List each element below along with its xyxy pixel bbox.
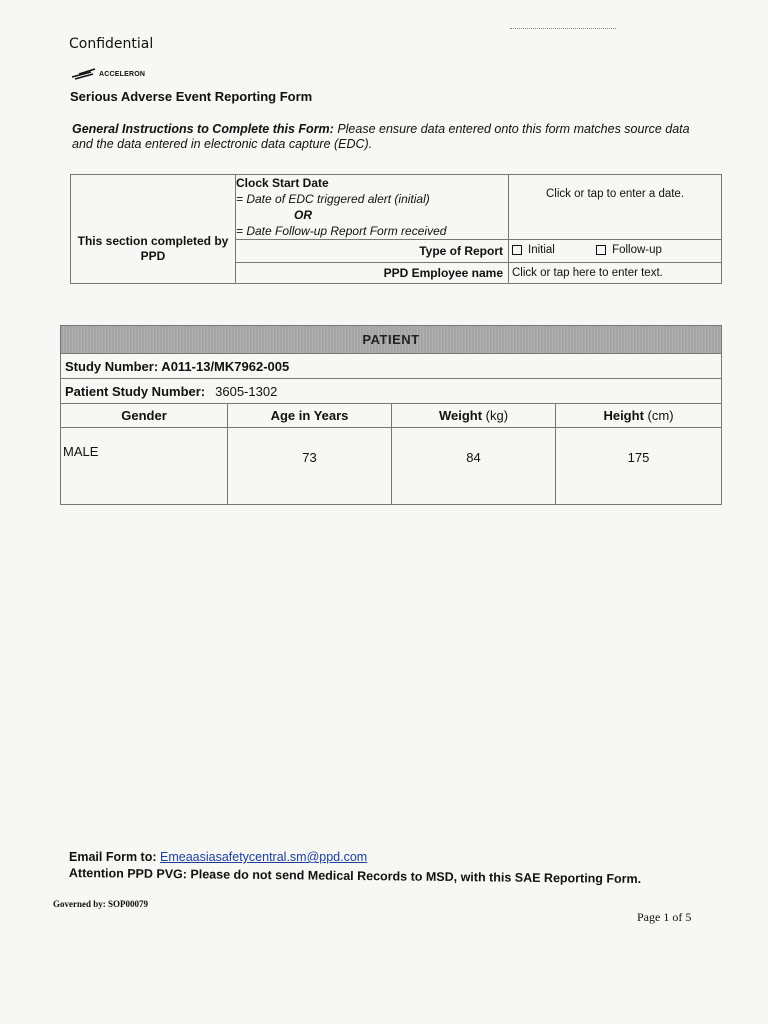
governed-by: Governed by: SOP00079: [53, 899, 149, 909]
email-link[interactable]: Emeaasiasafetycentral.sm@ppd.com: [160, 850, 368, 864]
clock-start-initial: = Date of EDC triggered alert (initial): [236, 192, 430, 206]
employee-name-label: PPD Employee name: [236, 263, 509, 284]
employee-name-field[interactable]: Click or tap here to enter text.: [509, 263, 722, 284]
clock-start-cell: [236, 175, 509, 240]
initial-label: Initial: [528, 244, 555, 256]
weight-unit: (kg): [485, 408, 509, 423]
patient-study-number-value: 3605-1302: [215, 383, 278, 399]
height-label: Height: [603, 408, 644, 423]
weight-value: 84: [392, 428, 556, 505]
checkbox-icon: [596, 245, 606, 255]
clock-start-title: Clock Start Date: [236, 176, 329, 190]
clock-start-or: OR: [294, 208, 312, 222]
clock-start-followup: = Date Follow-up Report Form received: [236, 224, 447, 238]
instructions-text: Please ensure data entered onto this form matches source data and the data entered in electronic data capture (EDC).: [72, 122, 690, 151]
height-unit: (cm): [647, 408, 674, 423]
ppd-section-label: This section completed by PPD: [71, 175, 236, 284]
height-column-header: [556, 404, 722, 428]
instructions-label: General Instructions to Complete this Form:: [72, 122, 334, 136]
email-line: [69, 850, 367, 864]
followup-checkbox[interactable]: [596, 240, 662, 260]
patient-table: [60, 325, 722, 505]
patient-study-number-row: [61, 379, 722, 404]
logo-swoosh-icon: [71, 68, 97, 80]
acceleron-logo: [71, 67, 145, 81]
report-type-label: Type of Report: [236, 240, 509, 263]
ppd-section-table: [70, 174, 722, 284]
form-title: Serious Adverse Event Reporting Form: [70, 89, 313, 104]
checkbox-icon: [512, 245, 522, 255]
weight-label: Weight: [438, 408, 483, 423]
attention-note: Attention PPD PVG: Please do not send Medical Records to MSD, with this SAE Reporting Form.: [68, 866, 642, 886]
patient-study-number-label: Patient Study Number:: [65, 383, 206, 399]
weight-column-header: [392, 404, 556, 428]
age-value: 73: [228, 428, 392, 505]
gender-column-header: Gender: [61, 404, 228, 428]
study-number: Study Number: A011-13/MK7962-005: [61, 354, 722, 379]
initial-checkbox[interactable]: [512, 240, 555, 260]
followup-label: Follow-up: [612, 244, 662, 256]
height-value: 175: [556, 428, 722, 505]
patient-header: PATIENT: [61, 326, 722, 354]
general-instructions: [72, 122, 692, 152]
age-column-header: Age in Years: [228, 404, 392, 428]
gender-value: MALE: [61, 428, 228, 505]
email-label: Email Form to:: [69, 850, 157, 864]
confidential-label: Confidential: [69, 36, 154, 52]
report-type-options: [509, 240, 722, 263]
header-mark: [510, 28, 616, 30]
logo-text: ACCELERON: [99, 70, 146, 78]
page-number: Page 1 of 5: [637, 910, 692, 924]
clock-start-date-field[interactable]: Click or tap to enter a date.: [509, 175, 722, 240]
